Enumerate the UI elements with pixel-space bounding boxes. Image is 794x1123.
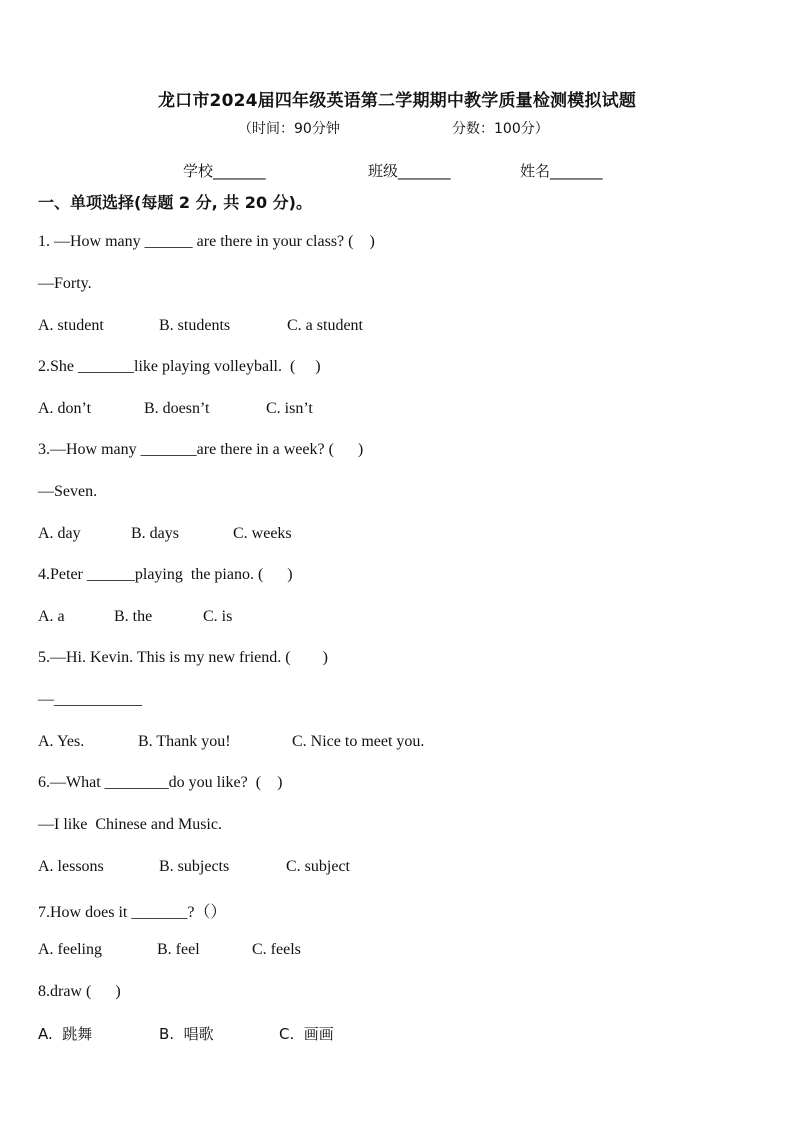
question-stem: 8.draw ( ): [38, 983, 121, 1000]
option-a: A. don’t: [38, 400, 92, 417]
name-field: 姓名_______: [520, 162, 603, 180]
option-b: B. Thank you!: [138, 733, 231, 750]
option-b: B. the: [114, 608, 153, 625]
question-reply: —Forty.: [38, 275, 92, 292]
option-a: A. lessons: [38, 858, 104, 875]
question-reply: —I like Chinese and Music.: [38, 816, 222, 833]
question-stem: 4.Peter ______playing the piano. ( ): [38, 566, 293, 583]
option-b: B. students: [159, 317, 231, 334]
exam-time: （时间：90分钟: [238, 121, 340, 137]
option-b: B. subjects: [159, 858, 230, 875]
option-c: C. subject: [286, 858, 350, 875]
option-a: A. student: [38, 317, 104, 334]
option-c: C. 画画: [279, 1025, 334, 1043]
question-reply: —Seven.: [38, 483, 98, 500]
question-stem: 6.—What ________do you like? ( ): [38, 774, 283, 791]
question-stem: 5.—Hi. Kevin. This is my new friend. ( ): [38, 649, 328, 666]
section-title: 一、单项选择(每题 2 分, 共 20 分)。: [38, 193, 312, 212]
option-b: B. days: [131, 525, 179, 542]
exam-title: 龙口市2024届四年级英语第二学期期中教学质量检测模拟试题: [157, 91, 637, 111]
class-field: 班级_______: [368, 162, 451, 180]
option-a: A. feeling: [38, 941, 102, 958]
question-stem: 3.—How many _______are there in a week? ( ): [38, 441, 364, 458]
option-a: A. Yes.: [38, 733, 85, 750]
exam-score: 分数：100分）: [452, 121, 549, 137]
option-c: C. a student: [287, 317, 363, 334]
option-b: B. 唱歌: [159, 1025, 214, 1043]
option-b: B. feel: [157, 941, 200, 958]
option-c: C. is: [203, 608, 233, 625]
option-c: C. isn’t: [266, 400, 313, 417]
option-c: C. feels: [252, 941, 301, 958]
question-reply: —___________: [38, 691, 142, 708]
option-c: C. weeks: [233, 525, 292, 542]
option-a: A. day: [38, 525, 81, 542]
option-a: A. 跳舞: [38, 1025, 93, 1043]
question-stem: 1. —How many ______ are there in your class? ( ): [38, 233, 375, 250]
option-b: B. doesn’t: [144, 400, 210, 417]
question-stem: 2.She _______like playing volleyball. ( ): [38, 358, 321, 375]
option-c: C. Nice to meet you.: [292, 733, 425, 750]
option-a: A. a: [38, 608, 65, 625]
school-field: 学校_______: [183, 162, 266, 180]
question-stem: 7.How does it _______?（）: [38, 904, 227, 921]
